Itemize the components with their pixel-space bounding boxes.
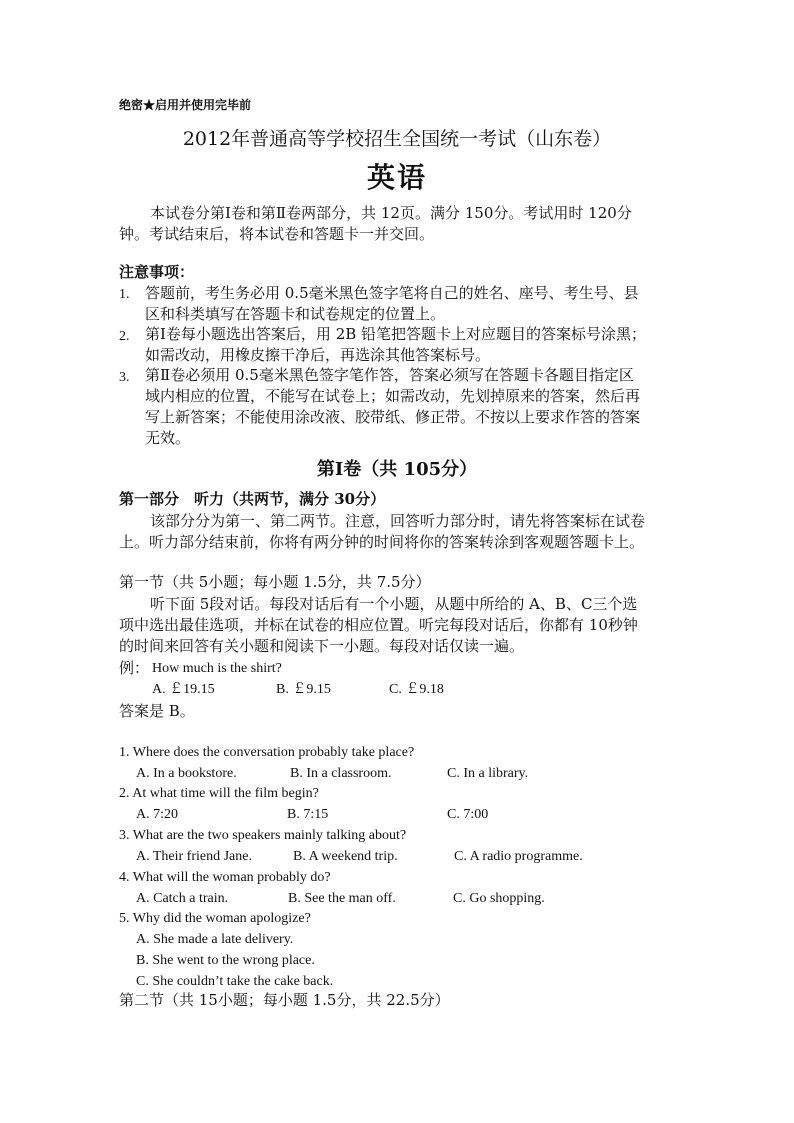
example-question: How much is the shirt?	[152, 661, 282, 676]
part-1-heading: 第一部分 听力（共两节，满分 30分）	[119, 490, 386, 508]
intro-line-2: 钟。考试结束后，将本试卷和答题卡一并交回。	[119, 225, 435, 243]
note-1-line-2: 区和科类填写在答题卡和试卷规定的位置上。	[145, 305, 446, 323]
note-1-line-1: 答题前，考生务必用 0.5毫米黑色签字笔将自己的姓名、座号、考生号、县	[145, 284, 639, 302]
example-option-c: C. ￡9.18	[389, 682, 444, 697]
question-5: 5. Why did the woman apologize?	[119, 911, 311, 926]
part-1-desc-1: 该部分分为第一、第二两节。注意，回答听力部分时，请先将答案标在试卷	[150, 512, 646, 530]
note-number: 1.	[119, 287, 130, 302]
question-1-option-a: A. In a bookstore.	[136, 766, 237, 781]
intro-line-1: 本试卷分第Ⅰ卷和第Ⅱ卷两部分，共 12页。满分 150分。考试用时 120分	[150, 204, 632, 222]
question-5-option-c: C. She couldn’t take the cake back.	[136, 974, 334, 989]
note-2-line-1: 第Ⅰ卷每小题选出答案后，用 2B 铅笔把答题卡上对应题目的答案标号涂黑；	[145, 325, 647, 343]
note-3-line-3: 写上新答案；不能使用涂改液、胶带纸、修正带。不按以上要求作答的答案	[145, 408, 641, 426]
question-2-option-c: C. 7:00	[447, 807, 489, 822]
question-2-option-a: A. 7:20	[136, 807, 178, 822]
question-1-option-c: C. In a library.	[447, 766, 529, 781]
note-number: 3.	[119, 370, 130, 385]
example-option-a: A. ￡19.15	[152, 682, 215, 697]
question-4: 4. What will the woman probably do?	[119, 870, 331, 885]
confidential-notice: 绝密★启用并使用完毕前	[119, 98, 252, 112]
question-3: 3. What are the two speakers mainly talking about?	[119, 828, 407, 843]
notes-heading: 注意事项：	[119, 263, 195, 281]
question-2: 2. At what time will the film begin?	[119, 786, 319, 801]
note-3-line-1: 第Ⅱ卷必须用 0.5毫米黑色签字笔作答，答案必须写在答题卡各题目指定区	[145, 366, 634, 384]
example-answer: 答案是 B。	[119, 702, 195, 720]
question-1-option-b: B. In a classroom.	[290, 766, 392, 781]
question-5-option-a: A. She made a late delivery.	[136, 932, 294, 947]
part-1-desc-2: 上。听力部分结束前，你将有两分钟的时间将你的答案转涂到客观题答题卡上。	[119, 533, 645, 551]
example-option-b: B. ￡9.15	[276, 682, 331, 697]
exam-title: 2012年普通高等学校招生全国统一考试（山东卷）	[182, 128, 612, 150]
question-3-option-b: B. A weekend trip.	[293, 849, 398, 864]
question-3-option-a: A. Their friend Jane.	[136, 849, 252, 864]
subject-title: 英语	[366, 161, 427, 194]
section-1-heading: 第一节（共 5小题；每小题 1.5分，共 7.5分）	[119, 573, 431, 591]
example-label: 例：	[119, 659, 150, 677]
question-4-option-b: B. See the man off.	[288, 891, 396, 906]
question-1: 1. Where does the conversation probably take place?	[119, 745, 415, 760]
note-number: 2.	[119, 329, 130, 344]
question-2-option-b: B. 7:15	[287, 807, 329, 822]
question-5-option-b: B. She went to the wrong place.	[136, 953, 315, 968]
note-2-line-2: 如需改动，用橡皮擦干净后，再选涂其他答案标号。	[145, 346, 491, 364]
question-4-option-a: A. Catch a train.	[136, 891, 229, 906]
section-1-desc-1: 听下面 5段对话。每段对话后有一个小题，从题中所给的 A、B、C三个选	[150, 595, 638, 613]
note-3-line-4: 无效。	[145, 429, 191, 447]
question-4-option-c: C. Go shopping.	[453, 891, 545, 906]
question-3-option-c: C. A radio programme.	[454, 849, 583, 864]
volume-1-title: 第Ⅰ卷（共 105分）	[316, 459, 478, 480]
section-1-desc-2: 项中选出最佳选项，并标在试卷的相应位置。听完每段对话后，你都有 10秒钟	[119, 616, 638, 634]
section-1-desc-3: 的时间来回答有关小题和阅读下一小题。每段对话仅读一遍。	[119, 637, 525, 655]
note-3-line-2: 域内相应的位置，不能写在试卷上；如需改动，先划掉原来的答案，然后再	[145, 387, 641, 405]
section-2-heading: 第二节（共 15小题；每小题 1.5分，共 22.5分）	[119, 991, 450, 1009]
